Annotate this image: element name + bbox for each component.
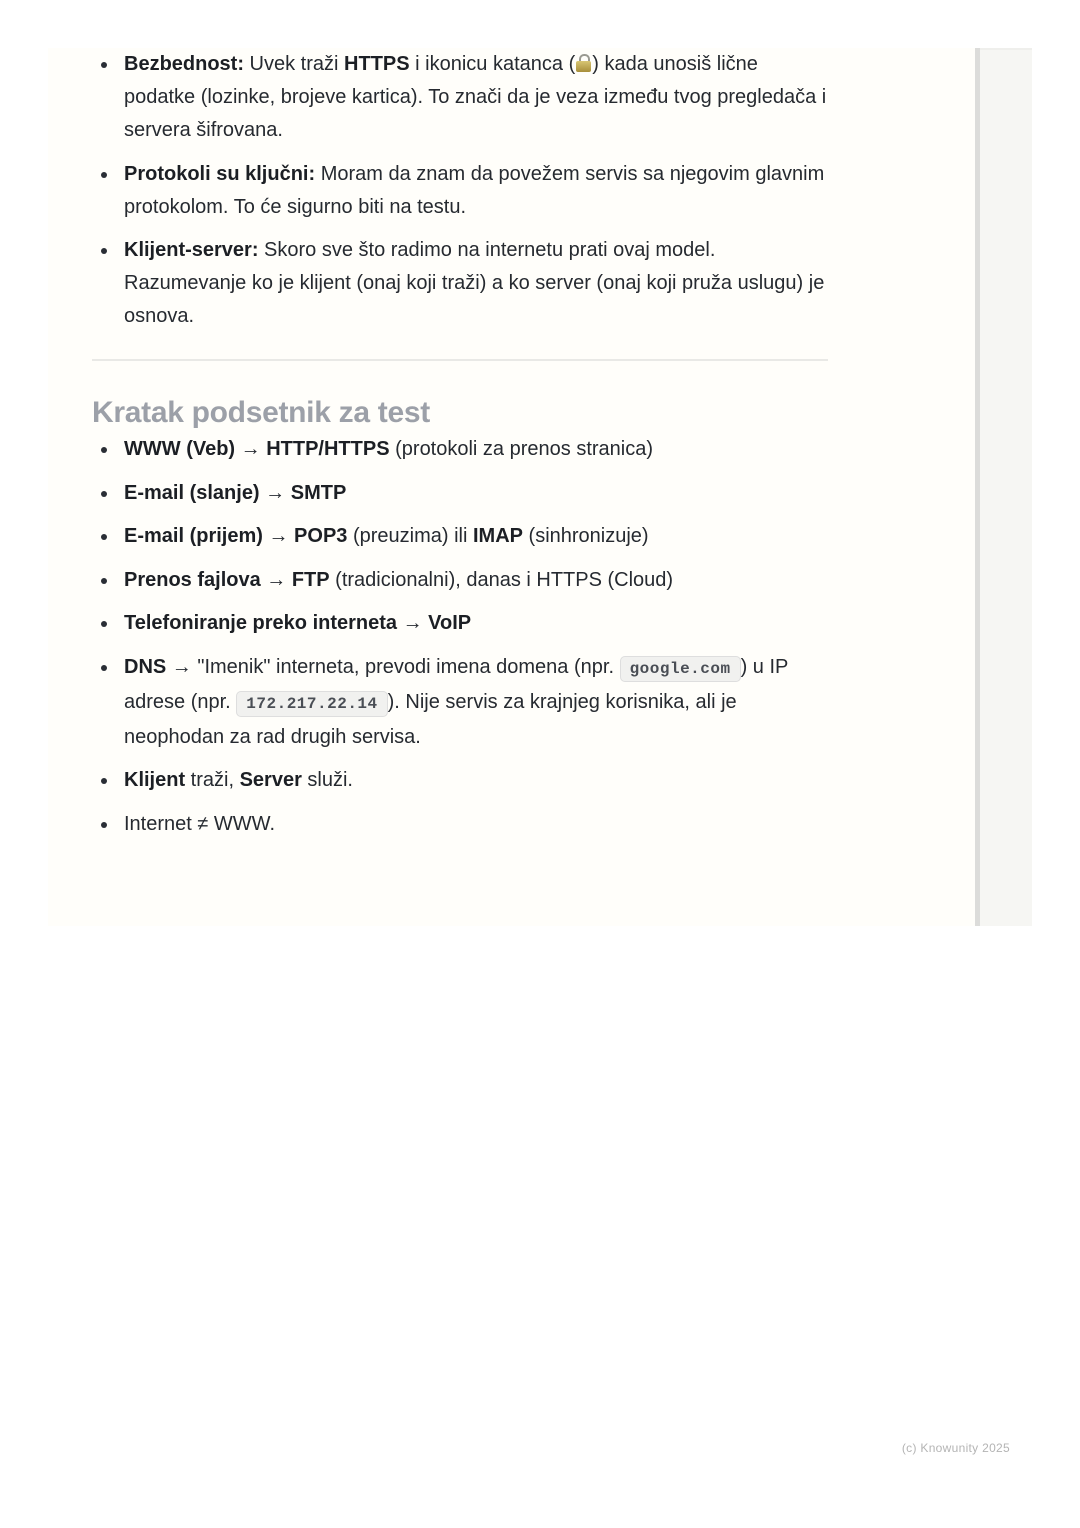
item-label: Klijent-server: — [124, 239, 259, 261]
list-item-email-prijem: E-mail (prijem) → POP3 (preuzima) ili IMAP (sinhronizuje) — [92, 520, 828, 553]
section-divider — [92, 359, 828, 361]
arrow-icon: → — [397, 612, 429, 634]
list-item-prenos-fajlova: Prenos fajlova → FTP (tradicionalni), danas i HTTPS (Cloud) — [92, 564, 828, 597]
inline-code-domain: google.com — [620, 656, 741, 682]
arrow-icon: → — [262, 525, 295, 547]
side-panel — [980, 48, 1032, 926]
arrow-icon: → — [166, 655, 198, 678]
arrow-icon: → — [259, 481, 291, 504]
list-item-voip: Telefoniranje preko interneta → VoIP — [92, 607, 828, 640]
inline-code-ip: 172.217.22.14 — [236, 691, 387, 717]
list-item-bezbednost: Bezbednost: Uvek traži HTTPS i ikonicu katanca ( ) kada unosiš lične podatke (lozinke, brojeve kartica). To znači da je veza između tvog pregledača i servera šifrovana. — [92, 48, 828, 147]
lock-icon — [576, 54, 591, 72]
list-item-internet-www: Internet ≠ WWW. — [92, 808, 828, 841]
list-item-klijent-server-short: Klijent traži, Server služi. — [92, 764, 828, 797]
reminder-list — [92, 433, 828, 841]
item-label: Protokoli su ključni: — [124, 162, 316, 185]
arrow-icon: → — [260, 568, 292, 591]
list-item-www: WWW (Veb) → HTTP/HTTPS (protokoli za prenos stranica) — [92, 433, 828, 466]
key-points-list — [92, 48, 828, 333]
section-title: Kratak podsetnik za test — [92, 396, 430, 429]
list-item-protokoli: Protokoli su ključni: Moram da znam da povežem servis sa njegovim glavnim protokolom. To će sigurno biti na testu. — [92, 158, 828, 224]
copyright-footer: (c) Knowunity 2025 — [901, 1441, 1010, 1455]
list-item-klijent-server: Klijent-server: Skoro sve što radimo na internetu prati ovaj model. Razumevanje ko je klijent (onaj koji traži) a ko server (onaj koji pruža uslugu) je osnova. — [92, 234, 828, 333]
list-item-dns: DNS → "Imenik" interneta, prevodi imena domena (npr. google.com ) u IP adrese (npr. 172.217.22.14 ). Nije servis za krajnjeg korisnika, ali je neophodan za rad drugih servisa. — [92, 651, 828, 754]
item-label: Bezbednost: — [124, 53, 244, 75]
document-content — [92, 48, 828, 851]
arrow-icon: → — [235, 438, 267, 460]
list-item-email-slanje: E-mail (slanje) → SMTP — [92, 477, 828, 510]
